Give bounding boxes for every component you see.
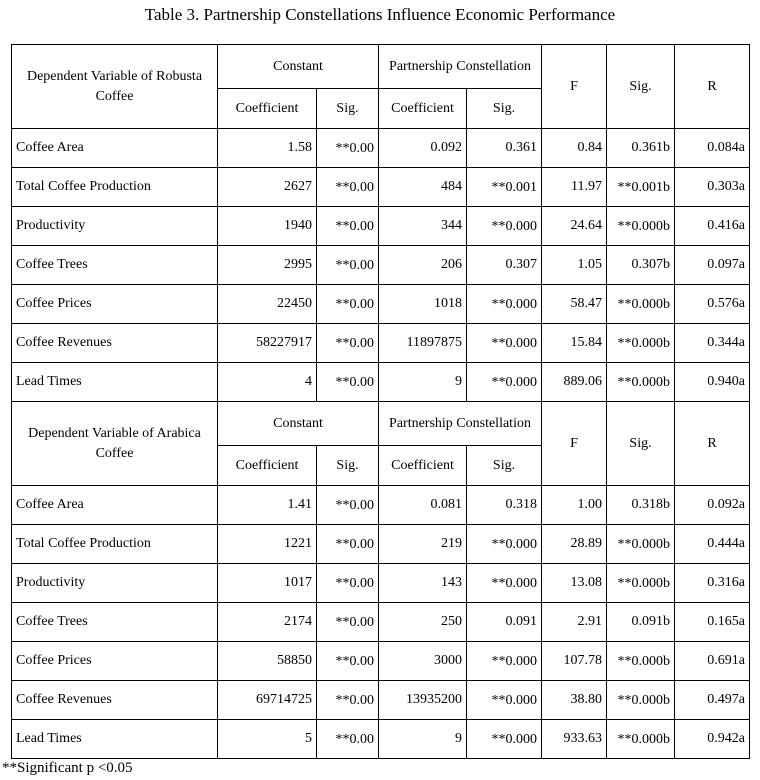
f-header: F xyxy=(542,402,607,486)
table-row xyxy=(12,525,750,564)
f-value-cell: 2.91 xyxy=(542,603,607,642)
r-value-cell: 0.165a xyxy=(675,603,750,642)
constant-sig-cell: **0.00 xyxy=(317,681,379,720)
constant-sig-cell: **0.00 xyxy=(317,486,379,525)
partnership-sig-cell: **0.000 xyxy=(467,363,542,402)
dependent-variable-header: Dependent Variable of Arabica Coffee xyxy=(12,402,218,486)
constant-coefficient-cell: 2995 xyxy=(218,246,317,285)
f-value-cell: 28.89 xyxy=(542,525,607,564)
f-value-cell: 11.97 xyxy=(542,168,607,207)
partnership-constellation-header: Partnership Constellation xyxy=(379,402,542,446)
partnership-coefficient-cell: 143 xyxy=(379,564,467,603)
partnership-coefficient-cell: 0.092 xyxy=(379,129,467,168)
row-label: Coffee Revenues xyxy=(12,681,218,720)
constant-sig-cell: **0.00 xyxy=(317,603,379,642)
table-row xyxy=(12,681,750,720)
partnership-sig-cell: 0.307 xyxy=(467,246,542,285)
f-value-cell: 1.05 xyxy=(542,246,607,285)
dependent-variable-header: Dependent Variable of Robusta Coffee xyxy=(12,45,218,129)
table-row xyxy=(12,642,750,681)
partnership-coefficient-cell: 0.081 xyxy=(379,486,467,525)
header-row-top xyxy=(12,402,750,446)
sig-value-cell: **0.000b xyxy=(607,720,675,759)
r-value-cell: 0.097a xyxy=(675,246,750,285)
table-row xyxy=(12,246,750,285)
constant-sig-cell: **0.00 xyxy=(317,285,379,324)
constant-sig-header: Sig. xyxy=(317,446,379,486)
sig-value-cell: **0.000b xyxy=(607,324,675,363)
table-row xyxy=(12,129,750,168)
row-label: Productivity xyxy=(12,564,218,603)
r-value-cell: 0.444a xyxy=(675,525,750,564)
f-value-cell: 13.08 xyxy=(542,564,607,603)
row-label: Coffee Area xyxy=(12,486,218,525)
table-row xyxy=(12,720,750,759)
r-value-cell: 0.316a xyxy=(675,564,750,603)
partnership-coefficient-cell: 1018 xyxy=(379,285,467,324)
sig-value-cell: **0.000b xyxy=(607,564,675,603)
sig-header: Sig. xyxy=(607,402,675,486)
constant-sig-cell: **0.00 xyxy=(317,642,379,681)
partnership-constellation-header: Partnership Constellation xyxy=(379,45,542,89)
partnership-sig-cell: **0.000 xyxy=(467,642,542,681)
r-value-cell: 0.303a xyxy=(675,168,750,207)
partnership-coefficient-cell: 484 xyxy=(379,168,467,207)
sig-value-cell: **0.000b xyxy=(607,681,675,720)
constant-sig-cell: **0.00 xyxy=(317,168,379,207)
constant-coefficient-cell: 1.41 xyxy=(218,486,317,525)
row-label: Total Coffee Production xyxy=(12,525,218,564)
partnership-sig-cell: **0.001 xyxy=(467,168,542,207)
table-row xyxy=(12,285,750,324)
constant-header: Constant xyxy=(218,45,379,89)
partnership-sig-header: Sig. xyxy=(467,89,542,129)
r-header: R xyxy=(675,45,750,129)
f-value-cell: 0.84 xyxy=(542,129,607,168)
constant-header: Constant xyxy=(218,402,379,446)
constant-coefficient-header: Coefficient xyxy=(218,89,317,129)
partnership-coefficient-cell: 344 xyxy=(379,207,467,246)
r-header: R xyxy=(675,402,750,486)
constant-sig-cell: **0.00 xyxy=(317,207,379,246)
constant-coefficient-cell: 22450 xyxy=(218,285,317,324)
constant-sig-cell: **0.00 xyxy=(317,564,379,603)
r-value-cell: 0.092a xyxy=(675,486,750,525)
constant-coefficient-cell: 2627 xyxy=(218,168,317,207)
sig-value-cell: 0.091b xyxy=(607,603,675,642)
row-label: Coffee Trees xyxy=(12,603,218,642)
constant-sig-cell: **0.00 xyxy=(317,720,379,759)
partnership-sig-cell: **0.000 xyxy=(467,207,542,246)
partnership-sig-cell: **0.000 xyxy=(467,564,542,603)
sig-value-cell: 0.318b xyxy=(607,486,675,525)
footnote: **Significant p <0.05 xyxy=(2,760,133,776)
partnership-sig-cell: 0.361 xyxy=(467,129,542,168)
f-value-cell: 933.63 xyxy=(542,720,607,759)
table-row xyxy=(12,564,750,603)
constant-coefficient-cell: 1940 xyxy=(218,207,317,246)
r-value-cell: 0.576a xyxy=(675,285,750,324)
partnership-coefficient-cell: 9 xyxy=(379,363,467,402)
sig-header: Sig. xyxy=(607,45,675,129)
f-value-cell: 107.78 xyxy=(542,642,607,681)
constant-sig-cell: **0.00 xyxy=(317,525,379,564)
r-value-cell: 0.940a xyxy=(675,363,750,402)
r-value-cell: 0.691a xyxy=(675,642,750,681)
constant-coefficient-cell: 2174 xyxy=(218,603,317,642)
table-title: Table 3. Partnership Constellations Influence Economic Performance xyxy=(144,5,616,24)
partnership-sig-cell: **0.000 xyxy=(467,285,542,324)
partnership-sig-header: Sig. xyxy=(467,446,542,486)
constant-coefficient-cell: 69714725 xyxy=(218,681,317,720)
row-label: Coffee Area xyxy=(12,129,218,168)
sig-value-cell: **0.000b xyxy=(607,285,675,324)
constant-sig-cell: **0.00 xyxy=(317,129,379,168)
partnership-coefficient-cell: 13935200 xyxy=(379,681,467,720)
r-value-cell: 0.344a xyxy=(675,324,750,363)
f-value-cell: 58.47 xyxy=(542,285,607,324)
sig-value-cell: **0.000b xyxy=(607,363,675,402)
constant-coefficient-cell: 1221 xyxy=(218,525,317,564)
f-value-cell: 15.84 xyxy=(542,324,607,363)
table-row xyxy=(12,168,750,207)
f-value-cell: 24.64 xyxy=(542,207,607,246)
partnership-sig-cell: 0.318 xyxy=(467,486,542,525)
f-value-cell: 38.80 xyxy=(542,681,607,720)
partnership-sig-cell: 0.091 xyxy=(467,603,542,642)
row-label: Coffee Prices xyxy=(12,642,218,681)
r-value-cell: 0.497a xyxy=(675,681,750,720)
constant-coefficient-cell: 58850 xyxy=(218,642,317,681)
constant-coefficient-cell: 1017 xyxy=(218,564,317,603)
f-value-cell: 1.00 xyxy=(542,486,607,525)
f-value-cell: 889.06 xyxy=(542,363,607,402)
table-row xyxy=(12,363,750,402)
partnership-sig-cell: **0.000 xyxy=(467,720,542,759)
sig-value-cell: 0.361b xyxy=(607,129,675,168)
table-row xyxy=(12,207,750,246)
sig-value-cell: **0.000b xyxy=(607,207,675,246)
constant-coefficient-cell: 1.58 xyxy=(218,129,317,168)
partnership-coefficient-header: Coefficient xyxy=(379,446,467,486)
partnership-coefficient-cell: 3000 xyxy=(379,642,467,681)
partnership-coefficient-header: Coefficient xyxy=(379,89,467,129)
f-header: F xyxy=(542,45,607,129)
r-value-cell: 0.416a xyxy=(675,207,750,246)
row-label: Coffee Revenues xyxy=(12,324,218,363)
sig-value-cell: 0.307b xyxy=(607,246,675,285)
row-label: Coffee Trees xyxy=(12,246,218,285)
constant-coefficient-cell: 4 xyxy=(218,363,317,402)
partnership-sig-cell: **0.000 xyxy=(467,525,542,564)
partnership-coefficient-cell: 250 xyxy=(379,603,467,642)
constant-coefficient-header: Coefficient xyxy=(218,446,317,486)
row-label: Productivity xyxy=(12,207,218,246)
partnership-sig-cell: **0.000 xyxy=(467,324,542,363)
sig-value-cell: **0.000b xyxy=(607,642,675,681)
row-label: Coffee Prices xyxy=(12,285,218,324)
r-value-cell: 0.084a xyxy=(675,129,750,168)
sig-value-cell: **0.000b xyxy=(607,525,675,564)
constant-sig-cell: **0.00 xyxy=(317,246,379,285)
partnership-sig-cell: **0.000 xyxy=(467,681,542,720)
partnership-coefficient-cell: 206 xyxy=(379,246,467,285)
constant-sig-cell: **0.00 xyxy=(317,363,379,402)
constant-coefficient-cell: 5 xyxy=(218,720,317,759)
header-row-top xyxy=(12,45,750,89)
row-label: Total Coffee Production xyxy=(12,168,218,207)
table-row xyxy=(12,603,750,642)
constant-sig-cell: **0.00 xyxy=(317,324,379,363)
partnership-coefficient-cell: 219 xyxy=(379,525,467,564)
row-label: Lead Times xyxy=(12,720,218,759)
table-row xyxy=(12,486,750,525)
row-label: Lead Times xyxy=(12,363,218,402)
partnership-coefficient-cell: 11897875 xyxy=(379,324,467,363)
constant-coefficient-cell: 58227917 xyxy=(218,324,317,363)
results-table xyxy=(11,44,750,759)
constant-sig-header: Sig. xyxy=(317,89,379,129)
r-value-cell: 0.942a xyxy=(675,720,750,759)
table-row xyxy=(12,324,750,363)
partnership-coefficient-cell: 9 xyxy=(379,720,467,759)
sig-value-cell: **0.001b xyxy=(607,168,675,207)
